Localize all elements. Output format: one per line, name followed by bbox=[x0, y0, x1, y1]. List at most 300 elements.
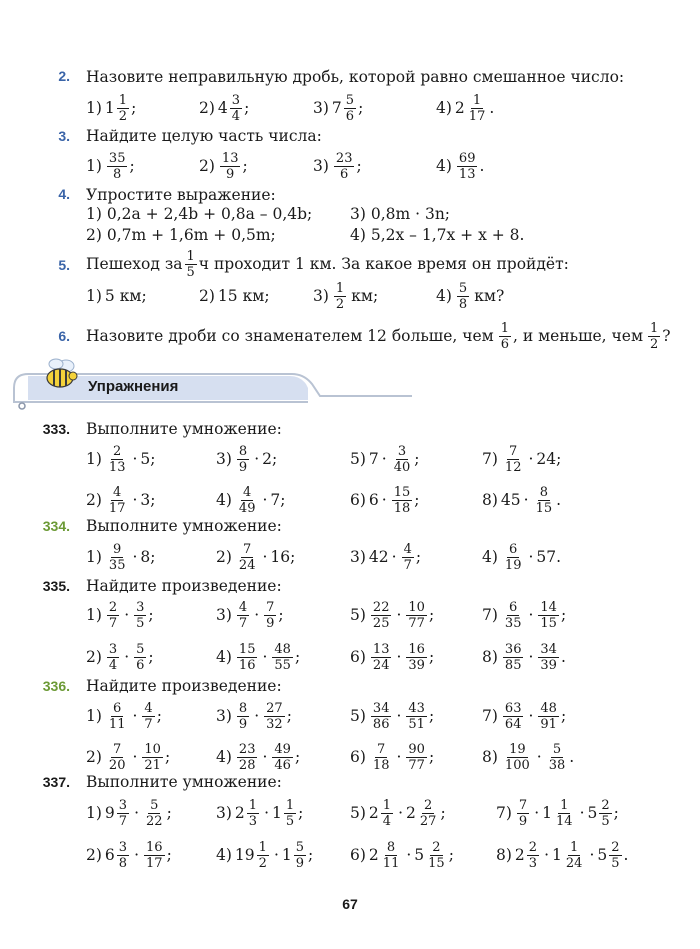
fraction bbox=[107, 543, 128, 572]
exercise-item bbox=[350, 599, 434, 631]
exercise-item bbox=[350, 839, 454, 871]
multiply-sign: · bbox=[396, 748, 402, 766]
fraction bbox=[107, 152, 128, 181]
answer-row bbox=[0, 92, 700, 124]
denominator: 7 bbox=[118, 813, 128, 829]
punctuation: ; bbox=[150, 548, 156, 566]
denominator: 21 bbox=[144, 757, 161, 773]
option-text: 5 км; bbox=[104, 287, 147, 305]
answer-option bbox=[313, 280, 378, 312]
whole-number: 3 bbox=[140, 491, 151, 509]
option-label: 2) bbox=[199, 287, 215, 305]
question-text-part: ч проходит 1 км. За какое время он пройдёт: bbox=[198, 255, 569, 273]
question-text: Упростите выражение: bbox=[86, 186, 276, 204]
punctuation: ; bbox=[308, 846, 314, 864]
exercise-item bbox=[482, 700, 566, 732]
bee-icon bbox=[42, 356, 82, 392]
numerator: 13 bbox=[221, 150, 239, 166]
question-number: 3. bbox=[58, 128, 70, 144]
item-label: 1) bbox=[86, 804, 102, 822]
answer-option bbox=[436, 92, 494, 124]
denominator: 11 bbox=[108, 716, 126, 732]
denominator: 39 bbox=[408, 657, 425, 673]
option-label: 2) bbox=[199, 157, 215, 175]
fraction bbox=[107, 445, 128, 474]
fraction bbox=[117, 841, 129, 870]
denominator: 3 bbox=[248, 813, 258, 829]
multiply-sign: · bbox=[132, 548, 138, 566]
denominator: 15 bbox=[540, 615, 557, 631]
exercise-item bbox=[350, 700, 434, 732]
numerator: 10 bbox=[144, 741, 161, 757]
denominator: 11 bbox=[382, 855, 400, 871]
fraction bbox=[237, 743, 258, 772]
punctuation: ; bbox=[414, 491, 420, 509]
punctuation: ; bbox=[286, 707, 292, 725]
numerator: 8 bbox=[238, 443, 248, 459]
denominator: 5 bbox=[136, 615, 145, 631]
punctuation: ; bbox=[613, 804, 619, 822]
exercise-row bbox=[0, 541, 700, 573]
answer-option bbox=[199, 150, 248, 182]
punctuation: ; bbox=[428, 648, 435, 666]
whole-number: 8 bbox=[140, 548, 151, 566]
numerator: 48 bbox=[274, 641, 291, 657]
whole-part: 2 bbox=[368, 804, 379, 822]
exercise-title: Выполните умножение: bbox=[86, 420, 282, 438]
fraction bbox=[264, 702, 285, 731]
denominator: 25 bbox=[372, 615, 390, 631]
numerator: 2 bbox=[528, 839, 538, 855]
exercise-item bbox=[216, 599, 284, 631]
denominator: 6 bbox=[340, 166, 349, 182]
whole-part: 1 bbox=[281, 846, 292, 864]
item-label: 8) bbox=[482, 648, 498, 666]
answer-option bbox=[86, 150, 135, 182]
section-banner bbox=[8, 362, 418, 412]
answer-option bbox=[199, 280, 270, 312]
whole-number: 7 bbox=[368, 450, 379, 468]
punctuation: ; bbox=[415, 548, 422, 566]
numerator: 5 bbox=[345, 92, 355, 108]
item-label: 3) bbox=[216, 804, 232, 822]
fraction bbox=[371, 702, 392, 731]
answer-option bbox=[436, 150, 484, 182]
multiply-sign: · bbox=[262, 491, 268, 509]
option-label: 4) bbox=[436, 287, 452, 305]
multiply-sign: · bbox=[132, 450, 138, 468]
item-label: 2) bbox=[86, 648, 102, 666]
numerator: 43 bbox=[408, 700, 425, 716]
denominator: 27 bbox=[419, 813, 437, 829]
fraction bbox=[457, 152, 478, 181]
denominator: 9 bbox=[226, 166, 235, 182]
multiply-sign: · bbox=[528, 606, 534, 624]
numerator: 8 bbox=[238, 700, 248, 716]
fraction bbox=[272, 643, 293, 672]
numerator: 4 bbox=[113, 484, 122, 500]
numerator: 4 bbox=[144, 700, 153, 716]
item-label: 1) bbox=[86, 606, 102, 624]
punctuation: ; bbox=[244, 99, 250, 117]
fraction bbox=[517, 799, 529, 828]
numerator: 36 bbox=[504, 641, 522, 657]
punctuation: ; bbox=[280, 491, 286, 509]
numerator: 1 bbox=[472, 92, 482, 108]
fraction bbox=[334, 282, 346, 311]
item-label: 2) bbox=[86, 491, 102, 509]
question-text-part: , и меньше, чем bbox=[512, 327, 644, 345]
multiply-sign: · bbox=[523, 491, 529, 509]
punctuation: ; bbox=[358, 99, 364, 117]
numerator: 1 bbox=[570, 839, 579, 855]
punctuation: ; bbox=[148, 648, 154, 666]
fraction bbox=[538, 643, 559, 672]
option-label: 1) bbox=[86, 287, 102, 305]
exercise-item bbox=[86, 741, 170, 773]
denominator: 24 bbox=[565, 855, 583, 871]
numerator: 19 bbox=[509, 741, 526, 757]
whole-number: 24 bbox=[536, 450, 557, 468]
exercise-item bbox=[216, 700, 292, 732]
fraction bbox=[237, 643, 258, 672]
item-label: 6) bbox=[350, 748, 366, 766]
denominator: 77 bbox=[408, 757, 425, 773]
multiply-sign: · bbox=[132, 491, 138, 509]
fraction bbox=[381, 799, 393, 828]
item-label: 7) bbox=[482, 450, 498, 468]
multiply-sign: · bbox=[579, 804, 585, 822]
denominator: 15 bbox=[535, 500, 553, 516]
expression-item: 4) 5,2x – 1,7x + x + 8. bbox=[350, 226, 525, 244]
option-label: 4) bbox=[436, 99, 452, 117]
item-label: 4) bbox=[216, 846, 232, 864]
numerator: 7 bbox=[518, 797, 528, 813]
fraction bbox=[230, 94, 242, 123]
exercise-row bbox=[0, 443, 700, 475]
punctuation: ; bbox=[560, 707, 567, 725]
exercise-item bbox=[350, 741, 434, 773]
numerator: 3 bbox=[231, 92, 241, 108]
exercise-item bbox=[216, 641, 300, 673]
exercise-row bbox=[0, 741, 700, 773]
numerator: 5 bbox=[458, 280, 468, 296]
whole-part: 2 bbox=[234, 804, 245, 822]
exercise-item bbox=[350, 443, 420, 475]
fraction bbox=[534, 486, 555, 515]
punctuation: ; bbox=[164, 748, 171, 766]
exercise-number: 333. bbox=[42, 421, 70, 437]
exercise-item bbox=[216, 541, 295, 573]
item-label: 4) bbox=[216, 491, 232, 509]
multiply-sign: · bbox=[262, 548, 268, 566]
fraction: 1 2 bbox=[650, 320, 659, 352]
numerator: 3 bbox=[118, 839, 128, 855]
fraction bbox=[457, 282, 469, 311]
multiply-sign: · bbox=[398, 804, 404, 822]
denominator: 91 bbox=[540, 716, 557, 732]
fraction bbox=[503, 743, 532, 772]
exercise-item bbox=[350, 797, 446, 829]
item-label: 7) bbox=[482, 606, 498, 624]
whole-part: 2 bbox=[454, 99, 465, 117]
exercise-number: 334. bbox=[42, 518, 70, 534]
whole-part: 1 bbox=[272, 804, 282, 822]
fraction bbox=[237, 702, 249, 731]
item-label: 3) bbox=[216, 606, 232, 624]
option-label: 4) bbox=[436, 157, 452, 175]
numerator: 7 bbox=[266, 599, 275, 615]
punctuation: ; bbox=[272, 450, 278, 468]
punctuation: . bbox=[556, 491, 562, 509]
numerator: 4 bbox=[243, 484, 252, 500]
item-label: 1) bbox=[86, 450, 102, 468]
option-label: 2) bbox=[199, 99, 215, 117]
numerator: 2 bbox=[611, 839, 620, 855]
exercise-title: Выполните умножение: bbox=[86, 517, 282, 535]
denominator: 7 bbox=[403, 557, 412, 573]
denominator: 9 bbox=[295, 855, 305, 871]
fraction bbox=[237, 601, 249, 630]
fraction bbox=[426, 841, 447, 870]
punctuation: ; bbox=[148, 606, 154, 624]
multiply-sign: · bbox=[528, 648, 534, 666]
multiply-sign: · bbox=[528, 548, 534, 566]
multiply-sign: · bbox=[134, 804, 140, 822]
fraction bbox=[272, 743, 293, 772]
denominator: 24 bbox=[238, 557, 256, 573]
denominator: 64 bbox=[504, 716, 522, 732]
option-text: км; bbox=[351, 287, 379, 305]
whole-number: 57 bbox=[536, 548, 557, 566]
answer-option bbox=[86, 92, 136, 124]
question-number: 2. bbox=[58, 68, 70, 84]
numerator: 14 bbox=[540, 599, 557, 615]
item-label: 4) bbox=[216, 648, 232, 666]
fraction bbox=[142, 702, 154, 731]
whole-part: 19 bbox=[234, 846, 255, 864]
question-text bbox=[0, 320, 700, 352]
numerator: 7 bbox=[243, 541, 252, 557]
numerator: 48 bbox=[540, 700, 557, 716]
item-label: 7) bbox=[496, 804, 512, 822]
exercise-row bbox=[0, 484, 700, 516]
fraction bbox=[344, 94, 356, 123]
exercise-item bbox=[216, 484, 286, 516]
fraction bbox=[599, 799, 611, 828]
exercise-item bbox=[350, 541, 421, 573]
item-label: 5) bbox=[350, 707, 366, 725]
fraction bbox=[554, 799, 575, 828]
fraction bbox=[107, 643, 119, 672]
answer-option bbox=[436, 280, 504, 312]
item-label: 2) bbox=[86, 846, 102, 864]
banner-title: Упражнения bbox=[88, 378, 179, 395]
exercise-item bbox=[86, 700, 162, 732]
question-number: 5. bbox=[58, 257, 70, 273]
question-number: 4. bbox=[58, 186, 70, 202]
fraction: 1 6 bbox=[500, 320, 509, 352]
fraction bbox=[564, 841, 585, 870]
fraction bbox=[392, 445, 413, 474]
item-label: 3) bbox=[216, 450, 232, 468]
punctuation: ; bbox=[166, 846, 172, 864]
exercise-item bbox=[86, 484, 156, 516]
denominator: 19 bbox=[504, 557, 522, 573]
numerator: 5 bbox=[295, 839, 305, 855]
exercise-item bbox=[86, 541, 156, 573]
item-label: 3) bbox=[216, 707, 232, 725]
denominator: 46 bbox=[274, 757, 291, 773]
item-label: 6) bbox=[350, 491, 366, 509]
exercise-number: 336. bbox=[42, 678, 70, 694]
fraction bbox=[220, 152, 241, 181]
fraction bbox=[503, 445, 524, 474]
numerator: 3 bbox=[136, 599, 145, 615]
fraction bbox=[503, 601, 524, 630]
denominator: 100 bbox=[504, 757, 530, 773]
multiply-sign: · bbox=[396, 606, 402, 624]
item-label: 3) bbox=[350, 548, 366, 566]
multiply-sign: · bbox=[396, 648, 402, 666]
fraction bbox=[547, 743, 568, 772]
numerator: 3 bbox=[118, 797, 128, 813]
fraction bbox=[237, 486, 258, 515]
fraction bbox=[107, 486, 128, 515]
numerator: 1 bbox=[258, 839, 267, 855]
exercise-item bbox=[482, 541, 561, 573]
expression-item: 3) 0,8m · 3n; bbox=[350, 205, 451, 223]
punctuation: ; bbox=[414, 450, 420, 468]
question-text: Найдите целую часть числа: bbox=[86, 127, 322, 145]
multiply-sign: · bbox=[528, 450, 534, 468]
multiply-sign: · bbox=[132, 748, 138, 766]
fraction bbox=[107, 702, 128, 731]
denominator: 14 bbox=[556, 813, 573, 829]
exercise-item bbox=[86, 839, 172, 871]
fraction bbox=[371, 743, 392, 772]
denominator: 12 bbox=[504, 459, 522, 475]
fraction bbox=[406, 743, 427, 772]
denominator: 35 bbox=[504, 615, 522, 631]
denominator: 38 bbox=[548, 757, 566, 773]
multiply-sign: · bbox=[254, 450, 260, 468]
exercise-row bbox=[0, 700, 700, 732]
multiply-sign: · bbox=[528, 707, 534, 725]
punctuation: ; bbox=[448, 846, 454, 864]
punctuation: ; bbox=[150, 491, 156, 509]
denominator: 18 bbox=[372, 757, 390, 773]
fraction bbox=[371, 601, 392, 630]
multiply-sign: · bbox=[544, 846, 550, 864]
fraction bbox=[418, 799, 439, 828]
exercise-title: Выполните умножение: bbox=[86, 773, 282, 791]
fraction bbox=[406, 643, 427, 672]
numerator: 1 bbox=[248, 797, 258, 813]
expression-item: 2) 0,7m + 1,6m + 0,5m; bbox=[86, 226, 276, 244]
numerator: 1 bbox=[285, 797, 295, 813]
denominator: 77 bbox=[408, 615, 425, 631]
fraction bbox=[247, 799, 259, 828]
punctuation: ; bbox=[166, 804, 172, 822]
exercise-row bbox=[0, 839, 700, 871]
numerator: 1 bbox=[335, 280, 345, 296]
denominator: 55 bbox=[274, 657, 291, 673]
whole-part: 5 bbox=[587, 804, 598, 822]
fraction bbox=[381, 841, 402, 870]
fraction bbox=[503, 543, 524, 572]
punctuation: ; bbox=[131, 99, 137, 117]
multiply-sign: · bbox=[264, 804, 270, 822]
punctuation: ; bbox=[560, 606, 567, 624]
denominator: 16 bbox=[238, 657, 256, 673]
punctuation: . bbox=[569, 748, 575, 766]
denominator: 49 bbox=[238, 500, 256, 516]
punctuation: ; bbox=[156, 707, 162, 725]
punctuation: ; bbox=[428, 606, 435, 624]
punctuation: ; bbox=[428, 707, 435, 725]
fraction bbox=[406, 702, 427, 731]
punctuation: . bbox=[623, 846, 629, 864]
denominator: 6 bbox=[136, 657, 145, 673]
denominator: 9 bbox=[266, 615, 275, 631]
item-label: 2) bbox=[86, 748, 102, 766]
numerator: 49 bbox=[274, 741, 291, 757]
numerator: 2 bbox=[113, 443, 122, 459]
numerator: 6 bbox=[113, 700, 122, 716]
denominator: 4 bbox=[108, 657, 118, 673]
numerator: 23 bbox=[238, 741, 256, 757]
exercise-item bbox=[216, 443, 277, 475]
denominator: 22 bbox=[146, 813, 163, 829]
option-label: 1) bbox=[86, 99, 102, 117]
fraction bbox=[503, 643, 524, 672]
denominator: 7 bbox=[238, 615, 248, 631]
denominator: 40 bbox=[393, 459, 411, 475]
denominator: 20 bbox=[108, 757, 126, 773]
multiply-sign: · bbox=[536, 748, 542, 766]
option-text: 15 км; bbox=[217, 287, 270, 305]
numerator: 90 bbox=[408, 741, 425, 757]
multiply-sign: · bbox=[132, 707, 138, 725]
denominator: 3 bbox=[528, 855, 538, 871]
item-label: 5) bbox=[350, 450, 366, 468]
multiply-sign: · bbox=[589, 846, 595, 864]
expression-item: 1) 0,2a + 2,4b + 0,8a – 0,4b; bbox=[86, 205, 313, 223]
exercise-row bbox=[0, 797, 700, 829]
exercise-item bbox=[350, 484, 420, 516]
denominator: 2 bbox=[258, 855, 267, 871]
question-text-part: ? bbox=[662, 327, 671, 345]
fraction bbox=[257, 841, 269, 870]
option-label: 3) bbox=[313, 99, 329, 117]
item-label: 2) bbox=[216, 548, 232, 566]
numerator: 7 bbox=[377, 741, 386, 757]
fraction bbox=[609, 841, 621, 870]
page-number: 67 bbox=[342, 896, 358, 912]
punctuation: ; bbox=[150, 450, 156, 468]
numerator: 1 bbox=[382, 797, 392, 813]
multiply-sign: · bbox=[391, 548, 397, 566]
numerator: 22 bbox=[372, 599, 390, 615]
fraction bbox=[538, 601, 559, 630]
denominator: 6 bbox=[345, 108, 355, 124]
fraction bbox=[334, 152, 355, 181]
item-label: 6) bbox=[350, 648, 366, 666]
fraction bbox=[538, 702, 559, 731]
numerator: 7 bbox=[509, 443, 518, 459]
numerator: 23 bbox=[335, 150, 353, 166]
